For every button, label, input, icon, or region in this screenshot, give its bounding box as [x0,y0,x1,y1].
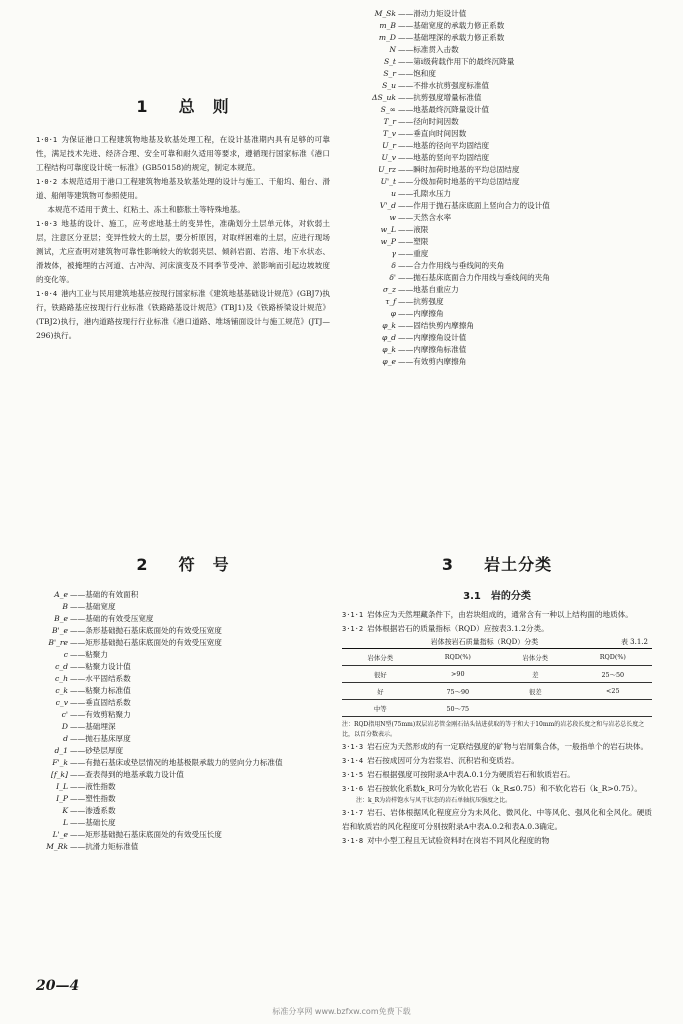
symbol: B_e [54,614,68,623]
symbol: u [391,189,396,198]
table-row: 好 75～90 很差 <25 [342,683,652,700]
symbol-definition: ——基础的有效受压宽度 [70,614,154,623]
symbol-definition: ——矩形基础抛石基床底面处的有效受压宽度 [70,638,222,647]
chapter-3-heading [342,552,652,575]
symbol-entry [342,308,652,320]
symbol-entry [36,757,330,769]
symbol-definition: ——有抛石基床或垫层情况的地基极限承载力的竖向分力标准值 [70,758,283,767]
clause: 1·0·1 为保证港口工程建筑物地基及软基处理工程，在设计基准期内具有足够的可靠性，满足技术先进、经济合理、安全可靠和耐久适用等要求，遵循现行国家标准《港口工程结构可靠度设计统一标准》(GB50158)的规定，制定本规范。 [36,135,330,172]
symbol-entry [36,601,330,613]
symbol: S_∞ [380,105,396,114]
symbol-entry [342,260,652,272]
symbol-definition: ——合力作用线与垂线间的夹角 [398,261,505,270]
symbol-entry [36,649,330,661]
symbol: c_v [55,698,68,707]
symbol: φ_e [382,357,396,366]
symbol-definition: ——径向时间因数 [398,117,459,126]
symbol-definition: ——查表得到的地基承载力设计值 [70,770,184,779]
symbol-entry [342,284,652,296]
symbol: φ_d [382,333,396,342]
symbol: A_e [54,590,68,599]
clause: 3·1·5 岩石根据强度可按附录A中表A.0.1分为硬质岩石和软质岩石。 [342,770,575,779]
symbol: w_L [380,225,396,234]
table-header: RQD(%) [574,649,652,666]
symbol: w_P [380,237,396,246]
chapter-3-number: 3 [441,555,455,574]
symbol: D [61,722,68,731]
symbol: d_1 [54,746,68,755]
symbol-definition: ——抗剪强度增量标准值 [398,93,482,102]
symbol: φ_k [382,345,396,354]
symbol-definition: ——地基自重应力 [398,285,459,294]
symbol-entry [342,236,652,248]
symbol-entry [36,769,330,781]
symbol: I_P [56,794,68,803]
symbol-definition: ——基础埋深的承载力修正系数 [398,33,505,42]
symbol-entry [36,697,330,709]
symbol: U_v [381,153,396,162]
table-row: 中等 50～75 [342,700,652,717]
symbol: S_r [383,69,396,78]
symbol-definition: ——塑性指数 [70,794,116,803]
symbol-definition: ——矩形基础抛石基床底面处的有效受压长度 [70,830,222,839]
symbol-definition: ——地基的径向平均固结度 [398,141,490,150]
clause: 本规范不适用于黄土、红粘土、冻土和膨胀土等特殊地基。 [47,205,245,214]
clause: 1·0·3 地基的设计、施工，应考虑地基土的变异性，准确划分土层单元体，对软弱土层，注意区分亚层；变异性较大的土层，要分析原因，对取样困难的土层，应进行现场测试，尤应查明对建筑物可靠性影响较大的软弱夹层、倾斜岩面、岩溶、地下水状态、滑坡体，被掩埋的古河道、古冲沟、河床演变及不同季节受冲、淤影响而引起边坡坡度的变化等。 [36,219,330,284]
chapter-2-number: 2 [136,555,149,574]
symbol-definition: ——有效剪粘聚力 [70,710,131,719]
symbol-definition: ——渗透系数 [70,806,116,815]
symbol: L'_e [52,830,68,839]
symbol: m_B [379,21,396,30]
clause: 3·1·3 岩石应为天然形成的有一定联结强度的矿物与岩屑集合体，一般指单个的岩石块体。 [342,742,649,751]
table-caption: 岩体按岩石质量指标（RQD）分类 表 3.1.2 [430,638,648,646]
symbol-definition: ——地基最终沉降量设计值 [398,105,490,114]
symbol-definition: ——标准贯入击数 [398,45,459,54]
symbol: δ' [389,273,396,282]
chapter-1 [36,94,330,343]
symbol-entry [342,8,652,20]
symbol: T_v [382,129,396,138]
symbol: c' [61,710,68,719]
symbol-definition: ——垂直向时间因数 [398,129,467,138]
symbol-definition: ——抛石基床厚度 [70,734,131,743]
symbol: γ [391,249,396,258]
symbol-definition: ——内摩擦角标准值 [398,345,467,354]
symbol: d [63,734,68,743]
symbol: V'_d [379,201,396,210]
symbol-entry [36,661,330,673]
symbol-definition: ——孔隙水压力 [398,189,452,198]
symbol-definition: ——饱和度 [398,69,436,78]
symbol-definition: ——基础埋深 [70,722,116,731]
chapter-1-number: 1 [136,97,149,116]
symbol-entry [342,200,652,212]
symbol-entry [36,817,330,829]
symbol: w [389,213,396,222]
symbol: U_r [382,141,396,150]
chapter-2-title: 符 号 [178,555,230,574]
symbol: m_D [378,33,396,42]
symbol-definition: ——内摩擦角 [398,309,444,318]
symbol: c [63,650,68,659]
clause: 1·0·2 本规范适用于港口工程建筑物地基及软基处理的设计与施工、干船坞、船台、滑道、船闸等建筑物可参照使用。 [36,177,330,200]
symbol-definition: ——瞬时加荷时地基的平均总固结度 [398,165,520,174]
symbol-definition: ——内摩擦角设计值 [398,333,467,342]
clause: 3·1·6 岩石按软化系数k_R可分为软化岩石（k_R≤0.75）和不软化岩石（k_R>0.75）。 [342,784,643,793]
symbol: M_Rk [46,842,68,851]
symbol-definition: ——基础宽度的承载力修正系数 [398,21,505,30]
symbol: σ_z [383,285,396,294]
symbol-entry [342,212,652,224]
symbol-entry [342,20,652,32]
symbol-entry [342,296,652,308]
symbol-definition: ——不排水抗剪强度标准值 [398,81,490,90]
symbol-entry [342,164,652,176]
symbol-entry [36,805,330,817]
symbol-entry [342,320,652,332]
symbol-list-continued [342,8,652,368]
symbol-definition: ——砂垫层厚度 [70,746,124,755]
symbol-entry [342,176,652,188]
symbol: N [389,45,396,54]
symbol: c_h [55,674,68,683]
symbol-definition: ——作用于抛石基床底面上竖向合力的设计值 [398,201,550,210]
clause: 3·1·1 岩体应为天然埋藏条件下，由岩块组成的，通常含有一种以上结构面的地质体。 [342,610,633,619]
chapter-3-title: 岩土分类 [484,555,553,574]
symbol: φ_k [382,321,396,330]
symbol-entry [36,733,330,745]
symbol: [f_k] [50,770,68,779]
symbol: B'_re [48,638,68,647]
symbol-definition: ——粘聚力设计值 [70,662,131,671]
symbol: c_d [55,662,68,671]
symbol-entry [342,356,652,368]
symbol: φ [390,309,396,318]
symbol-entry [342,92,652,104]
symbol: U'_t [380,177,396,186]
symbol: B [62,602,68,611]
symbol-entry [36,613,330,625]
symbol-definition: ——抛石基床底面合力作用线与垂线间的夹角 [398,273,550,282]
symbol-entry [342,224,652,236]
symbol-entry [342,248,652,260]
symbol-entry [36,625,330,637]
symbol-entry [36,685,330,697]
symbol-entry [342,344,652,356]
chapter-1-title: 总 则 [178,97,230,116]
symbol-entry [342,44,652,56]
symbol-entry [36,829,330,841]
symbol-entry [342,116,652,128]
symbol: S_t [383,57,396,66]
symbol-definition: ——基础宽度 [70,602,116,611]
symbol-entry [342,332,652,344]
symbol: I_L [56,782,68,791]
chapter-1-heading [36,94,330,117]
chapter-2 [36,552,330,853]
symbol-entry [342,80,652,92]
symbol-entry [342,56,652,68]
symbol-entry [36,841,330,853]
symbol-entry [342,152,652,164]
symbol-definition: ——垂直固结系数 [70,698,131,707]
symbol-definition: ——粘聚力 [70,650,108,659]
symbol-entry [36,589,330,601]
clause: 3·1·7 岩石、岩体根据风化程度应分为未风化、微风化、中等风化、强风化和全风化。硬质岩和软质岩的风化程度可分别按附录A中表A.0.2和表A.0.3确定。 [342,808,652,831]
symbol-definition: ——分级加荷时地基的平均总固结度 [398,177,520,186]
symbol-definition: ——有效剪内摩擦角 [398,357,467,366]
symbol-definition: ——第i级荷载作用下的最终沉降量 [398,57,515,66]
clause: 1·0·4 港内工业与民用建筑地基应按现行国家标准《建筑地基基础设计规范》(GBJ7)执行，铁路路基应按现行行业标准《铁路路基设计规范》(TBJ1)及《铁路桥梁设计规范》(TBJ2)执行，港内道路按现行行业标准《港口道路、堆场铺面设计与施工规范》(JTJ—296)执行。 [36,289,330,340]
clause: 3·1·8 对中小型工程且无试验资料时在岗岩不同风化程度的物 [342,836,550,845]
symbol: S_u [382,81,396,90]
symbol-definition: ——滑动力矩设计值 [398,9,467,18]
symbol-entry [36,793,330,805]
symbol: F'_k [52,758,68,767]
symbol: c_k [55,686,68,695]
symbol-definition: ——水平固结系数 [70,674,131,683]
symbol-definition: ——条形基础抛石基床底面处的有效受压宽度 [70,626,222,635]
table-note: 注：RQD指用N型(75mm)双层岩芯管金刚石钻头钻进获取的等于和大于10mm的岩芯段长度之和与岩芯总长度之比，以百分数表示。 [342,721,645,738]
symbol-entry [342,68,652,80]
symbol-definition: ——抗滑力矩标准值 [70,842,139,851]
clause: 3·1·2 岩体根据岩石的质量指标（RQD）应按表3.1.2分类。 [342,624,549,633]
rqd-table [342,648,652,717]
watermark-footer: 标准分享网 www.bzfxw.com免费下载 [272,1007,411,1016]
symbol-definition: ——基础的有效面积 [70,590,139,599]
symbol: M_Sk [374,9,396,18]
symbol: T_r [383,117,396,126]
symbol-definition: ——重度 [398,249,429,258]
symbol-entry [36,721,330,733]
symbol-entry [36,709,330,721]
symbol-entry [36,637,330,649]
symbol-definition: ——液限 [398,225,429,234]
symbol-definition: ——天然含水率 [398,213,452,222]
symbol-definition: ——地基的竖向平均固结度 [398,153,490,162]
symbol: ΔS_uk [372,93,396,102]
symbol: δ [391,261,396,270]
symbol-entry [36,673,330,685]
symbol: B'_e [52,626,68,635]
symbol-entry [342,188,652,200]
table-row: 很好 >90 差 25～50 [342,666,652,683]
table-header: 岩体分类 [342,649,419,666]
symbol-entry [36,781,330,793]
chapter-2-heading [36,552,330,575]
section-heading: 3.1 岩的分类 [463,591,531,602]
symbol-entry [342,128,652,140]
symbol-definition: ——固结快剪内摩擦角 [398,321,474,330]
clause: 3·1·4 岩石按成因可分为岩浆岩、沉积岩和变质岩。 [342,756,519,765]
symbol: U_rz [378,165,396,174]
symbol-entry [342,32,652,44]
table-header: 岩体分类 [497,649,574,666]
page-number: 20—4 [36,978,80,994]
symbol-entry [342,140,652,152]
chapter-3 [342,552,652,848]
symbol-definition: ——粘聚力标准值 [70,686,131,695]
symbol-definition: ——抗剪强度 [398,297,444,306]
symbol-definition: ——液性指数 [70,782,116,791]
symbol-entry [342,272,652,284]
clause-note: 注：k_R为岩样饱水与风干状态的岩石单轴抗压强度之比。 [356,797,512,804]
table-header: RQD(%) [419,649,497,666]
symbol-definition: ——塑限 [398,237,429,246]
symbol-definition: ——基础长度 [70,818,116,827]
symbol: τ_f [385,297,396,306]
symbol: L [62,818,68,827]
symbol-entry [36,745,330,757]
symbol: K [62,806,68,815]
symbol-entry [342,104,652,116]
